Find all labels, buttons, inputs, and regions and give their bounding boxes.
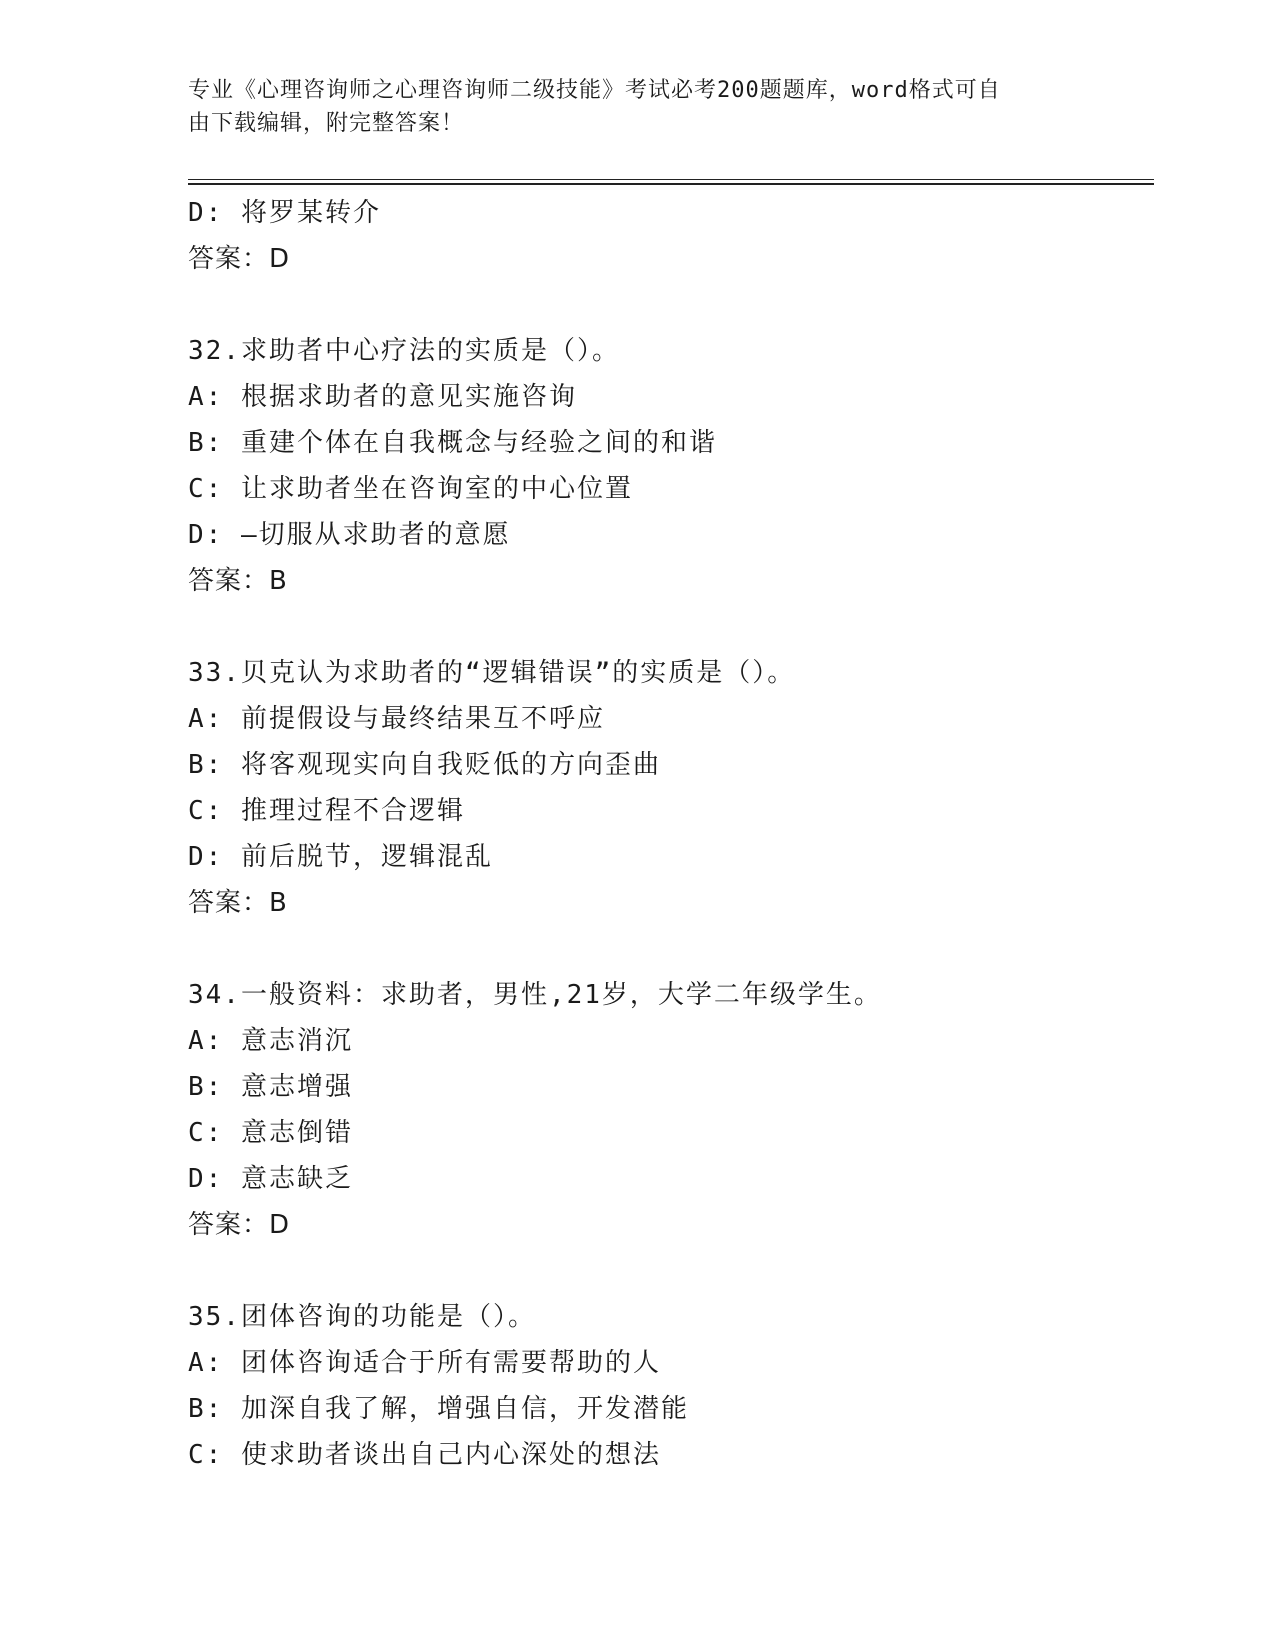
- option-line: C: 使求助者谈出自己内心深处的想法: [188, 1440, 661, 1470]
- answer-line: 答案：B: [188, 888, 288, 918]
- option-line: D: 意志缺乏: [188, 1164, 353, 1194]
- option-line: B: 加深自我了解，增强自信，开发潜能: [188, 1394, 689, 1424]
- header-divider-thick: [188, 183, 1154, 185]
- question-line: 35.团体咨询的功能是（）。: [188, 1302, 536, 1332]
- header-line-2: 由下载编辑，附完整答案！: [188, 111, 465, 136]
- question-line: 34.一般资料：求助者，男性,21岁，大学二年级学生。: [188, 980, 882, 1010]
- document-header: [188, 74, 1068, 140]
- option-line: C: 推理过程不合逻辑: [188, 796, 465, 826]
- question-line: 32.求助者中心疗法的实质是（）。: [188, 336, 620, 366]
- option-line: D: 将罗某转介: [188, 198, 381, 228]
- header-line-1: 专业《心理咨询师之心理咨询师二级技能》考试必考200题题库，word格式可自: [188, 78, 1001, 103]
- spacer: [188, 1248, 1148, 1294]
- option-line: A: 根据求助者的意见实施咨询: [188, 382, 577, 412]
- answer-line: 答案：D: [188, 1210, 291, 1240]
- option-line: B: 意志增强: [188, 1072, 353, 1102]
- spacer: [188, 926, 1148, 972]
- question-line: 33.贝克认为求助者的“逻辑错误”的实质是（）。: [188, 658, 796, 688]
- spacer: [188, 282, 1148, 328]
- answer-line: 答案：B: [188, 566, 288, 596]
- option-line: D: —切服从求助者的意愿: [188, 520, 511, 550]
- option-line: B: 将客观现实向自我贬低的方向歪曲: [188, 750, 661, 780]
- option-line: D: 前后脱节，逻辑混乱: [188, 842, 493, 872]
- option-line: C: 让求助者坐在咨询室的中心位置: [188, 474, 633, 504]
- option-line: B: 重建个体在自我概念与经验之间的和谐: [188, 428, 717, 458]
- option-line: C: 意志倒错: [188, 1118, 353, 1148]
- option-line: A: 团体咨询适合于所有需要帮助的人: [188, 1348, 661, 1378]
- option-line: A: 意志消沉: [188, 1026, 353, 1056]
- answer-line: 答案：D: [188, 244, 291, 274]
- spacer: [188, 604, 1148, 650]
- header-divider-thin: [188, 179, 1154, 180]
- question-list: [188, 190, 1148, 1478]
- option-line: A: 前提假设与最终结果互不呼应: [188, 704, 605, 734]
